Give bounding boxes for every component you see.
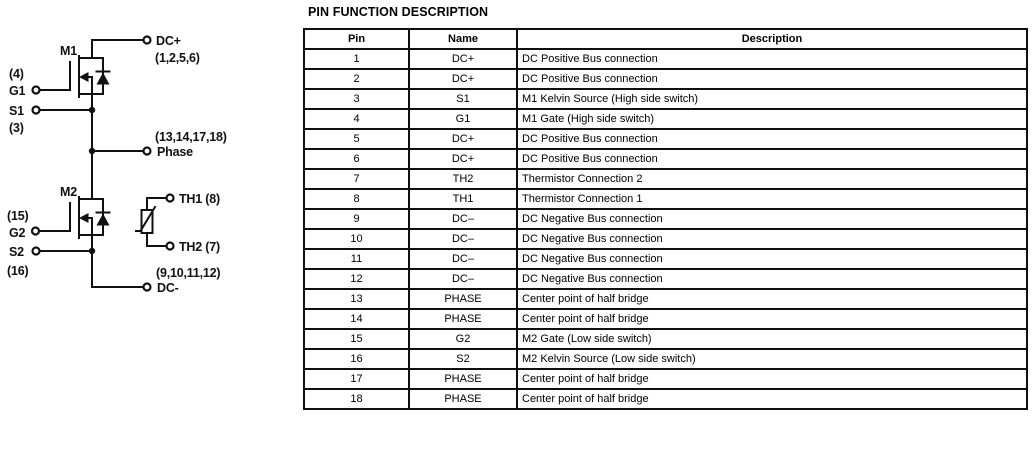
pin-cell: 13 bbox=[304, 289, 409, 309]
dc-plus-pins: (1,2,5,6) bbox=[155, 51, 200, 65]
name-cell: DC+ bbox=[409, 129, 517, 149]
m2-arrow-icon bbox=[79, 213, 89, 223]
phase-pins: (13,14,17,18) bbox=[155, 130, 227, 144]
description-cell: Center point of half bridge bbox=[517, 309, 1027, 329]
column-header-description: Description bbox=[517, 29, 1027, 49]
dc-minus-label: DC- bbox=[157, 281, 179, 295]
table-row bbox=[304, 189, 1027, 209]
description-cell: M1 Kelvin Source (High side switch) bbox=[517, 89, 1027, 109]
table-row bbox=[304, 129, 1027, 149]
pin-cell: 14 bbox=[304, 309, 409, 329]
table-header-row bbox=[304, 29, 1027, 49]
table-row bbox=[304, 309, 1027, 329]
pin-cell: 7 bbox=[304, 169, 409, 189]
table-row bbox=[304, 149, 1027, 169]
pin-cell: 17 bbox=[304, 369, 409, 389]
description-cell: M2 Gate (Low side switch) bbox=[517, 329, 1027, 349]
description-cell: Center point of half bridge bbox=[517, 389, 1027, 409]
th2-label: TH2 (7) bbox=[179, 240, 220, 254]
th1-label: TH1 (8) bbox=[179, 192, 220, 206]
name-cell: PHASE bbox=[409, 389, 517, 409]
thermistor-symbol bbox=[136, 198, 167, 246]
name-cell: G2 bbox=[409, 329, 517, 349]
description-cell: DC Negative Bus connection bbox=[517, 249, 1027, 269]
name-cell: DC– bbox=[409, 249, 517, 269]
description-cell: DC Positive Bus connection bbox=[517, 49, 1027, 69]
name-cell: S1 bbox=[409, 89, 517, 109]
g2-terminal bbox=[32, 228, 39, 235]
name-cell: S2 bbox=[409, 349, 517, 369]
name-cell: DC– bbox=[409, 269, 517, 289]
dc-plus-label: DC+ bbox=[156, 34, 181, 48]
pin-cell: 11 bbox=[304, 249, 409, 269]
s1-terminal bbox=[33, 107, 40, 114]
mosfet-m2-symbol bbox=[39, 197, 144, 287]
description-cell: M1 Gate (High side switch) bbox=[517, 109, 1027, 129]
table-row bbox=[304, 269, 1027, 289]
pin-cell: 5 bbox=[304, 129, 409, 149]
column-header-pin: Pin bbox=[304, 29, 409, 49]
table-row bbox=[304, 109, 1027, 129]
pin-cell: 6 bbox=[304, 149, 409, 169]
description-cell: DC Positive Bus connection bbox=[517, 69, 1027, 89]
pin-cell: 1 bbox=[304, 49, 409, 69]
description-cell: DC Negative Bus connection bbox=[517, 209, 1027, 229]
name-cell: DC+ bbox=[409, 49, 517, 69]
pin-cell: 4 bbox=[304, 109, 409, 129]
m1-body-diode-icon bbox=[97, 73, 110, 85]
table-row bbox=[304, 49, 1027, 69]
g1-terminal bbox=[33, 87, 40, 94]
description-cell: DC Negative Bus connection bbox=[517, 229, 1027, 249]
th2-terminal bbox=[167, 243, 174, 250]
description-cell: M2 Kelvin Source (Low side switch) bbox=[517, 349, 1027, 369]
mosfet-m1-symbol bbox=[40, 40, 144, 199]
g2-pin-number: (15) bbox=[7, 209, 29, 223]
table-row bbox=[304, 369, 1027, 389]
table-row bbox=[304, 249, 1027, 269]
g1-pin-number: (4) bbox=[9, 67, 24, 81]
table-row bbox=[304, 89, 1027, 109]
pin-cell: 8 bbox=[304, 189, 409, 209]
name-cell: PHASE bbox=[409, 309, 517, 329]
pin-function-section bbox=[303, 5, 1028, 410]
g1-label: G1 bbox=[9, 84, 26, 98]
pin-cell: 9 bbox=[304, 209, 409, 229]
name-cell: G1 bbox=[409, 109, 517, 129]
table-row bbox=[304, 329, 1027, 349]
name-cell: TH1 bbox=[409, 189, 517, 209]
dc-plus-terminal bbox=[144, 37, 151, 44]
s2-pin-number: (16) bbox=[7, 264, 29, 278]
m1-label: M1 bbox=[60, 44, 77, 58]
description-cell: Thermistor Connection 1 bbox=[517, 189, 1027, 209]
name-cell: DC+ bbox=[409, 149, 517, 169]
page-title: PIN FUNCTION DESCRIPTION bbox=[308, 5, 489, 19]
description-cell: DC Positive Bus connection bbox=[517, 129, 1027, 149]
table-row bbox=[304, 349, 1027, 369]
description-cell: DC Positive Bus connection bbox=[517, 149, 1027, 169]
th1-terminal bbox=[167, 195, 174, 202]
table-row bbox=[304, 289, 1027, 309]
half-bridge-schematic bbox=[0, 0, 300, 459]
name-cell: PHASE bbox=[409, 369, 517, 389]
name-cell: TH2 bbox=[409, 169, 517, 189]
name-cell: PHASE bbox=[409, 289, 517, 309]
dc-minus-terminal bbox=[144, 284, 151, 291]
s2-label: S2 bbox=[9, 245, 24, 259]
column-header-name: Name bbox=[409, 29, 517, 49]
s1-pin-number: (3) bbox=[9, 121, 24, 135]
name-cell: DC– bbox=[409, 209, 517, 229]
s2-terminal bbox=[33, 248, 40, 255]
m1-arrow-icon bbox=[79, 72, 89, 82]
s2-junction-dot bbox=[89, 248, 95, 254]
schematic-canvas bbox=[0, 0, 300, 459]
table-row bbox=[304, 209, 1027, 229]
description-cell: Center point of half bridge bbox=[517, 369, 1027, 389]
pin-cell: 10 bbox=[304, 229, 409, 249]
s1-label: S1 bbox=[9, 104, 24, 118]
pin-cell: 2 bbox=[304, 69, 409, 89]
table-row bbox=[304, 389, 1027, 409]
dc-minus-pins: (9,10,11,12) bbox=[156, 266, 221, 280]
phase-junction-dot bbox=[89, 148, 95, 154]
s1-junction-dot bbox=[89, 107, 95, 113]
description-cell: Center point of half bridge bbox=[517, 289, 1027, 309]
table-row bbox=[304, 69, 1027, 89]
pin-cell: 18 bbox=[304, 389, 409, 409]
m2-label: M2 bbox=[60, 185, 77, 199]
pin-cell: 3 bbox=[304, 89, 409, 109]
name-cell: DC– bbox=[409, 229, 517, 249]
description-cell: DC Negative Bus connection bbox=[517, 269, 1027, 289]
name-cell: DC+ bbox=[409, 69, 517, 89]
description-cell: Thermistor Connection 2 bbox=[517, 169, 1027, 189]
table-row bbox=[304, 229, 1027, 249]
pin-cell: 15 bbox=[304, 329, 409, 349]
pin-cell: 16 bbox=[304, 349, 409, 369]
phase-label: Phase bbox=[157, 145, 193, 159]
g2-label: G2 bbox=[9, 226, 26, 240]
pin-cell: 12 bbox=[304, 269, 409, 289]
pin-function-table bbox=[303, 28, 1028, 410]
phase-terminal bbox=[144, 148, 151, 155]
table-row bbox=[304, 169, 1027, 189]
m2-body-diode-icon bbox=[97, 214, 110, 226]
